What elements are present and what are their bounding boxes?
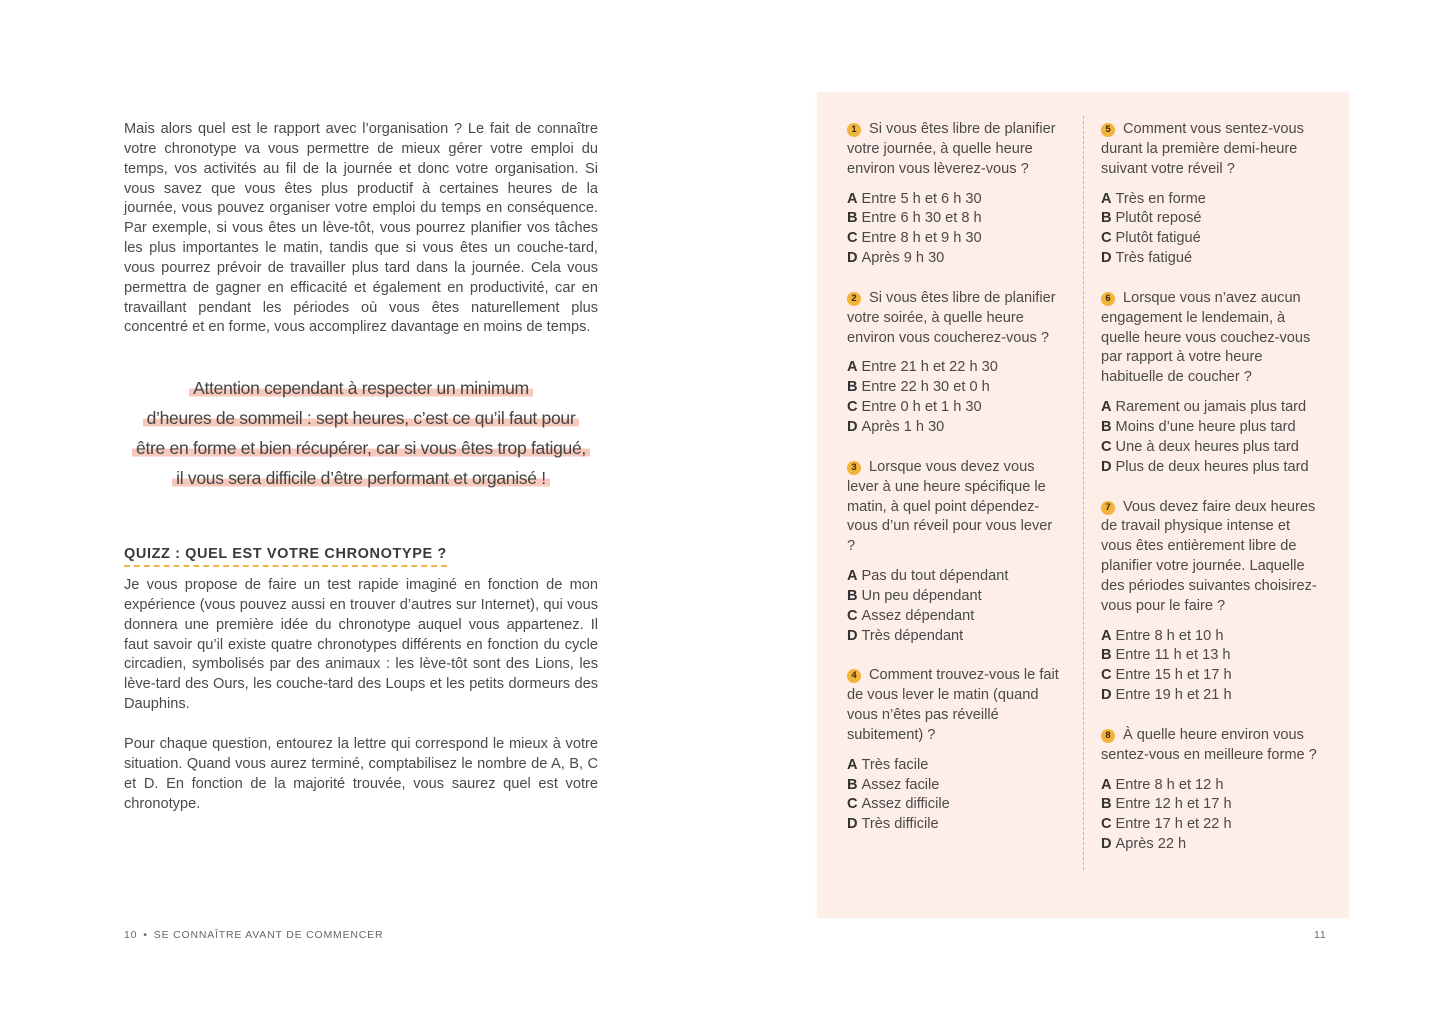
answer-letter: B [847,587,858,604]
quiz-question [1101,289,1317,478]
answer-text: Entre 19 h et 21 h [1115,687,1232,704]
answer-letter: C [847,796,858,813]
quote-line: être en forme et bien récupérer, car si vous êtes trop fatigué, [132,433,590,463]
question-text: Comment vous sentez-vous durant la première demi-heure suivant votre réveil ? [1101,121,1304,177]
quiz-question [847,289,1063,438]
answer-list [1101,190,1317,269]
question-number-badge: 5 [1101,123,1115,137]
question-text: Vous devez faire deux heures de travail physique intense et vous êtes entièrement libre de planifier votre journée. Laquelle des périodes suivantes choisirez-vous pour le faire ? [1101,498,1317,614]
answer-letter: A [847,568,858,585]
answer-letter: C [1101,667,1112,684]
answer-letter: C [1101,438,1112,455]
answer-option [847,776,1063,796]
answer-letter: C [847,399,858,416]
answer-option [847,209,1063,229]
quiz-question [847,666,1063,835]
question-text-block [847,666,1063,745]
question-number-badge: 4 [847,669,861,683]
answer-letter: D [847,816,858,833]
answer-option [1101,686,1317,706]
answer-list [1101,776,1317,855]
answer-option [1101,666,1317,686]
quiz-instructions-paragraph: Pour chaque question, entourez la lettre qui correspond le mieux à votre situation. Quand vous aurez terminé, comptabilisez le nombre de A, B, C et D. En fonction de la majorité trouvée, vous saurez quel est votre chronotype. [124,736,598,812]
answer-letter: D [847,627,858,644]
answer-option [847,378,1063,398]
answer-letter: B [847,379,858,396]
page-number: 11 [1314,929,1327,941]
page-number: 10 [124,929,138,941]
question-text: Si vous êtes libre de planifier votre soirée, à quelle heure environ vous coucherez-vous ? [847,289,1056,346]
answer-text: Plutôt fatigué [1115,230,1201,247]
answer-list [847,358,1063,437]
answer-option [1101,458,1317,478]
answer-option [847,567,1063,587]
answer-option [847,627,1063,647]
answer-letter: C [1101,230,1112,247]
answer-text: Très facile [861,756,929,773]
answer-option [847,607,1063,627]
answer-text: Très fatigué [1115,250,1193,267]
question-text: À quelle heure environ vous sentez-vous en meilleure forme ? [1101,726,1317,763]
answer-option [1101,229,1317,249]
question-text-block [1101,726,1317,766]
answer-letter: B [1101,210,1112,227]
answer-option [1101,438,1317,458]
answer-letter: A [1101,776,1112,793]
answer-text: Très en forme [1115,190,1206,207]
answer-text: Entre 8 h et 9 h 30 [861,230,982,247]
question-number-badge: 7 [1101,501,1115,515]
answer-option [1101,795,1317,815]
quiz-intro-paragraph: Je vous propose de faire un test rapide imaginé en fonction de mon expérience (vous pouvez aussi en trouver d’autres sur Internet), qui vous donnera une première idée du chronotype auquel vous appartenez. Il faut savoir qu’il existe quatre chronotypes différents en fonction du cycle circadien, symbolisés par des animaux : les lève-tôt sont des Lions, les lève-tard des Ours, les couche-tard des Loups et les petits dormeurs des Dauphins. [124,577,598,713]
answer-list [1101,398,1317,477]
answer-letter: D [1101,250,1112,267]
answer-text: Après 9 h 30 [861,250,945,267]
answer-option [1101,249,1317,269]
answer-letter: D [1101,687,1112,704]
quiz-section-title: QUIZZ : QUEL EST VOTRE CHRONOTYPE ? [124,546,447,567]
question-text-block [1101,498,1317,617]
answer-text: Plutôt reposé [1115,210,1202,227]
answer-letter: B [1101,418,1112,435]
question-number-badge: 6 [1101,292,1115,306]
answer-letter: B [1101,647,1112,664]
question-text-block [847,458,1063,557]
answer-text: Entre 22 h 30 et 0 h [861,379,990,396]
answer-text: Entre 8 h et 12 h [1115,776,1224,793]
question-number-badge: 8 [1101,729,1115,743]
question-number-badge: 1 [847,123,861,137]
answer-option [847,358,1063,378]
answer-letter: A [847,190,858,207]
answer-letter: B [847,210,858,227]
chapter-title: SE CONNAÎTRE AVANT DE COMMENCER [153,929,384,941]
answer-text: Entre 8 h et 10 h [1115,627,1224,644]
answer-option [1101,627,1317,647]
answer-text: Entre 21 h et 22 h 30 [861,359,998,376]
quiz-column-right [1101,120,1317,875]
question-text-block [847,120,1063,180]
answer-letter: C [847,607,858,624]
answer-option [1101,398,1317,418]
pull-quote [124,373,598,493]
answer-text: Très difficile [861,816,939,833]
answer-text: Entre 17 h et 22 h [1115,816,1232,833]
answer-text: Très dépendant [861,627,964,644]
answer-text: Entre 0 h et 1 h 30 [861,399,982,416]
quote-line: Attention cependant à respecter un minimum [189,373,533,403]
answer-text: Rarement ou jamais plus tard [1115,399,1307,416]
question-number-badge: 2 [847,292,861,306]
answer-text: Entre 15 h et 17 h [1115,667,1232,684]
answer-letter: D [1101,836,1112,853]
answer-option [1101,776,1317,796]
question-text-block [1101,289,1317,388]
quiz-question [1101,120,1317,269]
quiz-question [847,120,1063,269]
answer-list [1101,627,1317,706]
answer-list [847,756,1063,835]
answer-text: Assez facile [861,776,940,793]
answer-text: Entre 12 h et 17 h [1115,796,1232,813]
answer-option [1101,190,1317,210]
answer-option [847,398,1063,418]
quote-line: il vous sera difficile d’être performant et organisé ! [172,463,550,493]
question-text-block [847,289,1063,349]
answer-text: Pas du tout dépendant [861,568,1009,585]
answer-option [1101,418,1317,438]
question-text-block [1101,120,1317,180]
answer-option [847,249,1063,269]
answer-option [847,418,1063,438]
answer-list [847,190,1063,269]
answer-text: Moins d’une heure plus tard [1115,418,1296,435]
answer-text: Une à deux heures plus tard [1115,438,1299,455]
question-text: Lorsque vous n’avez aucun engagement le lendemain, à quelle heure vous couchez-vous par rapport à votre heure habituelle de coucher ? [1101,289,1311,386]
quiz-question [1101,498,1317,706]
answer-option [847,229,1063,249]
answer-letter: A [1101,190,1112,207]
answer-letter: A [1101,627,1112,644]
answer-option [847,190,1063,210]
answer-text: Entre 6 h 30 et 8 h [861,210,982,227]
question-number-badge: 3 [847,461,861,475]
answer-option [1101,815,1317,835]
answer-text: Un peu dépendant [861,587,982,604]
question-text: Lorsque vous devez vous lever à une heure spécifique le matin, à quel point dépendez-vous d’un réveil pour vous lever ? [847,458,1053,555]
quiz-question [847,458,1063,647]
answer-text: Plus de deux heures plus tard [1115,458,1309,475]
answer-option [1101,835,1317,855]
answer-letter: D [847,418,858,435]
answer-option [847,587,1063,607]
footer-right [1314,929,1327,941]
answer-letter: C [847,230,858,247]
intro-paragraph: Mais alors quel est le rapport avec l’organisation ? Le fait de connaître votre chronotype va vous permettre de mieux gérer votre emploi du temps, vos activités au fil de la journée et donc votre organisation. Si vous savez que vous êtes plus productif à certaines heures de la journée, vous pouvez organiser votre emploi du temps en conséquence. Par exemple, si vous êtes un lève-tôt, vous pourrez planifier vos tâches les plus importantes le matin, tandis que si vous êtes un couche-tard, vous pourrez prévoir de travailler plus tard dans la journée. Cela vous permettra de gagner en efficacité et également en productivité, car en travaillant pendant les périodes où vous êtes naturellement plus concentré et en forme, vous accomplirez davantage en moins de temps. [124,121,598,336]
answer-option [847,756,1063,776]
footer-left [124,929,383,941]
answer-option [847,795,1063,815]
quiz-column-divider [1083,116,1084,870]
quiz-column-left [847,120,1063,855]
answer-option [847,815,1063,835]
answer-text: Entre 5 h et 6 h 30 [861,190,982,207]
quiz-question [1101,726,1317,855]
answer-letter: A [1101,399,1112,416]
answer-option [1101,209,1317,229]
question-text: Si vous êtes libre de planifier votre journée, à quelle heure environ vous lèverez-vous ? [847,121,1056,177]
answer-letter: A [847,359,858,376]
answer-option [1101,646,1317,666]
answer-list [847,567,1063,646]
answer-letter: A [847,756,858,773]
answer-letter: C [1101,816,1112,833]
footer-separator: • [143,929,148,941]
answer-text: Assez dépendant [861,607,975,624]
question-text: Comment trouvez-vous le fait de vous lever le matin (quand vous n’êtes pas réveillé subitement) ? [847,667,1059,743]
answer-letter: B [847,776,858,793]
answer-text: Après 1 h 30 [861,418,945,435]
answer-text: Entre 11 h et 13 h [1115,647,1231,664]
answer-letter: D [847,250,858,267]
answer-letter: D [1101,458,1112,475]
quote-line: d’heures de sommeil : sept heures, c’est ce qu’il faut pour [143,403,580,433]
answer-text: Après 22 h [1115,836,1187,853]
answer-text: Assez difficile [861,796,950,813]
answer-letter: B [1101,796,1112,813]
